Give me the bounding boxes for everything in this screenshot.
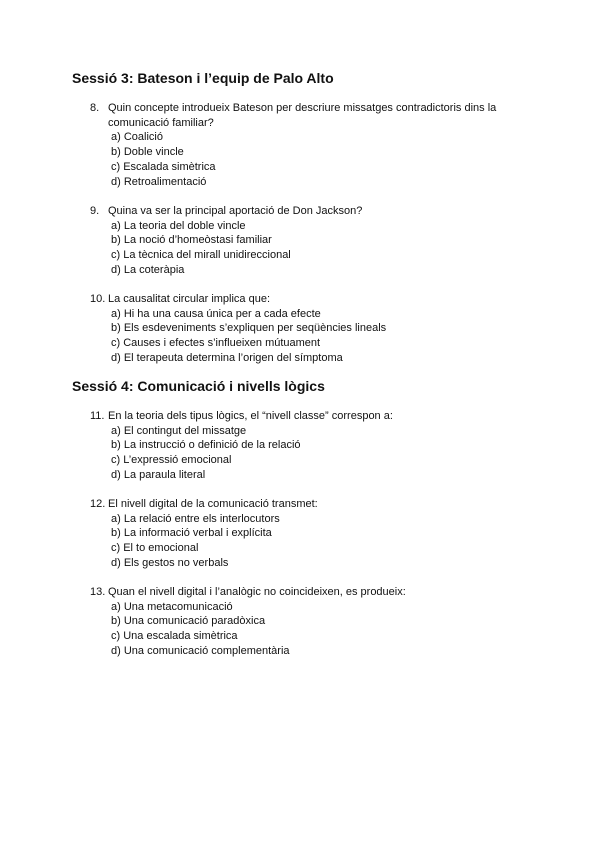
question-9 xyxy=(90,204,530,278)
option: d) La coteràpia xyxy=(111,263,185,276)
option: a) El contingut del missatge xyxy=(111,424,247,437)
question-number: 12. xyxy=(90,498,106,510)
option: a) La relació entre els interlocutors xyxy=(111,512,280,525)
option: a) Hi ha una causa única per a cada efecte xyxy=(111,307,321,320)
option: a) Una metacomunicació xyxy=(111,600,233,613)
option: d) Una comunicació complementària xyxy=(111,644,290,657)
question-text: La causalitat circular implica que: xyxy=(108,293,271,305)
option: b) La instrucció o definició de la relació xyxy=(111,439,301,452)
options-list xyxy=(90,600,530,659)
option: b) La noció d’homeòstasi familiar xyxy=(111,234,272,247)
option: a) Coalició xyxy=(111,131,163,144)
options-list xyxy=(90,130,530,189)
option: b) Doble vincle xyxy=(111,146,184,159)
option: c) La tècnica del mirall unidireccional xyxy=(111,249,291,262)
options-list xyxy=(90,219,530,278)
question-number: 8. xyxy=(90,102,100,114)
question-text: El nivell digital de la comunicació transmet: xyxy=(108,498,318,510)
option: c) L’expressió emocional xyxy=(111,454,232,467)
question-text: En la teoria dels tipus lògics, el “nivell classe” correspon a: xyxy=(108,410,393,422)
question-number: 11. xyxy=(90,410,105,422)
option: b) Els esdeveniments s’expliquen per seqüències lineals xyxy=(111,322,387,335)
question-text: Quina va ser la principal aportació de Don Jackson? xyxy=(108,205,363,217)
options-list xyxy=(90,424,530,483)
option: b) Una comunicació paradòxica xyxy=(111,615,266,628)
option: d) Els gestos no verbals xyxy=(111,556,229,569)
question-8 xyxy=(90,101,530,189)
options-list xyxy=(90,307,530,366)
option: c) Causes i efectes s’influeixen mútuament xyxy=(111,337,321,350)
question-10 xyxy=(90,292,530,366)
question-number: 9. xyxy=(90,205,100,217)
question-text: Quan el nivell digital i l’analògic no coincideixen, es produeix: xyxy=(108,586,406,598)
option: d) El terapeuta determina l’origen del símptoma xyxy=(111,351,343,364)
option: c) Escalada simètrica xyxy=(111,160,216,173)
question-text: Quin concepte introdueix Bateson per descriure missatges contradictoris dins la comunicació familiar? xyxy=(108,102,497,129)
question-number: 10. xyxy=(90,293,106,305)
option: d) La paraula literal xyxy=(111,468,206,481)
option: c) El to emocional xyxy=(111,542,199,555)
question-11 xyxy=(90,409,530,483)
option: d) Retroalimentació xyxy=(111,175,207,188)
option: b) La informació verbal i explícita xyxy=(111,527,272,540)
section-title: Sessió 3: Bateson i l’equip de Palo Alto xyxy=(72,70,334,86)
question-12 xyxy=(90,497,530,571)
section-title: Sessió 4: Comunicació i nivells lògics xyxy=(72,378,325,394)
question-13 xyxy=(90,585,530,659)
option: c) Una escalada simètrica xyxy=(111,630,238,643)
options-list xyxy=(90,512,530,571)
option: a) La teoria del doble vincle xyxy=(111,219,246,232)
question-number: 13. xyxy=(90,586,106,598)
